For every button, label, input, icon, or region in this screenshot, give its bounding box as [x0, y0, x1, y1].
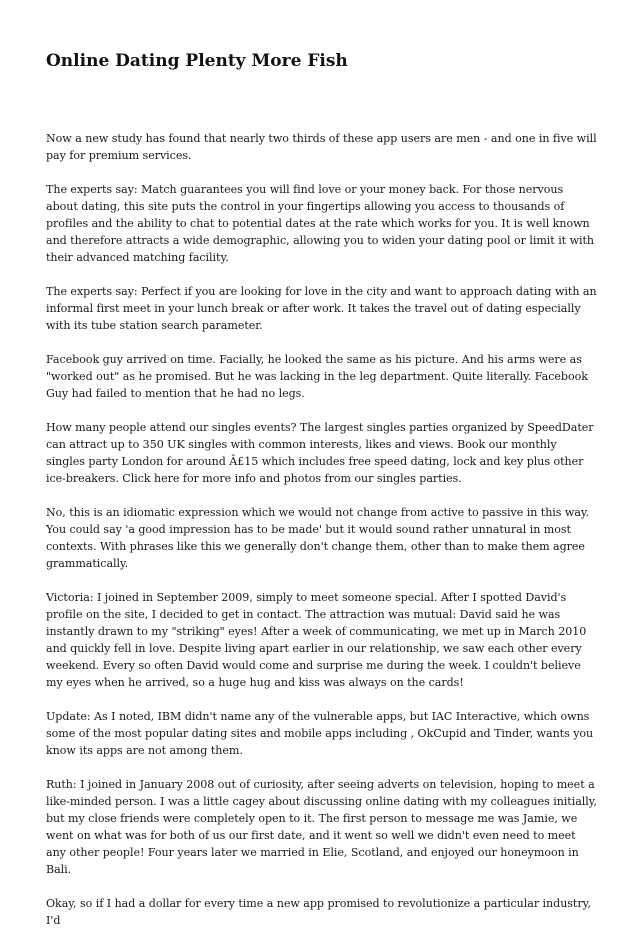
paragraph: Okay, so if I had a dollar for every time a new app promised to revolutionize a particular industry, I'd [46, 897, 591, 927]
paragraph: Victoria: I joined in September 2009, simply to meet someone special. After I spotted David's profile on the site, I decided to get in contact. The attraction was mutual: David said he was instantly drawn to my "striking" eyes! After a week of communicating, we met up in March 2010 and quickly fell in love. Despite living apart earlier in our relationship, we saw each other every weekend. Every so often David would come and surprise me during the week. I couldn't believe my eyes when he arrived, so a huge hug and kiss was always on the cards! [46, 591, 587, 689]
paragraph: Update: As I noted, IBM didn't name any of the vulnerable apps, but IAC Interactive, which owns some of the most popular dating sites and mobile apps including , OkCupid and Tinder, wants you know its apps are not among them. [46, 710, 594, 757]
paragraph: Ruth: I joined in January 2008 out of curiosity, after seeing adverts on television, hoping to meet a like-minded person. I was a little cagey about discussing online dating with my colleagues initially, but my close friends were completely open to it. The first person to message me was Jamie, we went on what was for both of us our first date, and it went so well we didn't even need to meet any other people! Four years later we married in Elie, Scotland, and enjoyed our honeymoon in Bali. [46, 778, 597, 876]
paragraph: The experts say: Match guarantees you will find love or your money back. For those nervous about dating, this site puts the control in your fingertips allowing you access to thousands of profiles and the ability to chat to potential dates at the rate which works for you. It is well known and therefore attracts a wide demographic, allowing you to widen your dating pool or limit it with their advanced matching facility. [46, 183, 595, 264]
paragraph: The experts say: Perfect if you are looking for love in the city and want to approach dating with an informal first meet in your lunch break or after work. It takes the travel out of dating especially with its tube station search parameter. [46, 285, 597, 332]
paragraph: How many people attend our singles events? The largest singles parties organized by SpeedDater can attract up to 350 UK singles with common interests, likes and views. Book our monthly singles party London for around Â£15 which includes free speed dating, lock and key plus other ice-breakers. Click here for more info and photos from our singles parties. [46, 421, 594, 485]
paragraph: No, this is an idiomatic expression which we would not change from active to passive in this way. You could say 'a good impression has to be made' but it would sound rather unnatural in most contexts. With phrases like this we generally don't change them, other than to make them agree grammatically. [46, 506, 590, 570]
document-title: Online Dating Plenty More Fish [46, 51, 348, 71]
paragraph: Now a new study has found that nearly two thirds of these app users are men - and one in five will pay for premium services. [46, 132, 597, 162]
document-page [46, 0, 598, 927]
paragraph: Facebook guy arrived on time. Facially, he looked the same as his picture. And his arms were as "worked out" as he promised. But he was lacking in the leg department. Quite literally. Facebook Guy had failed to mention that he had no legs. [46, 353, 588, 400]
document-body [46, 130, 598, 946]
